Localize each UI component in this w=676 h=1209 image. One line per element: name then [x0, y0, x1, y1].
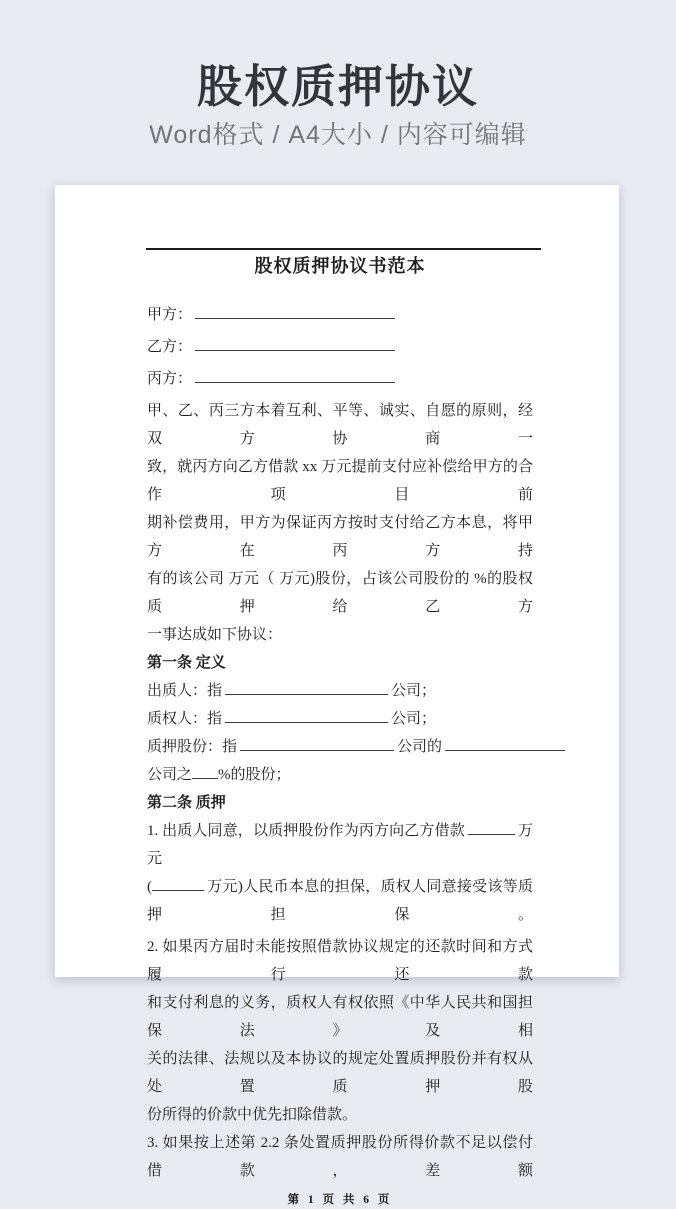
clause-2 [147, 933, 533, 1129]
blank-underline [195, 369, 395, 383]
clause-1-line-1 [147, 817, 533, 873]
definition-text: %的股份； [218, 767, 291, 783]
party-line-bing [147, 365, 533, 393]
section-1-heading: 第一条 定义 [147, 655, 226, 671]
intro-line: 有的该公司 万元（ 万元)股份，占该公司股份的 %的股权质押给乙方 [147, 571, 533, 615]
clause-text: 万元 [147, 823, 533, 867]
definition-pledgor [147, 677, 533, 705]
blank-underline [192, 765, 218, 779]
blank-underline [445, 737, 565, 751]
blank-underline [225, 709, 388, 723]
intro-line: 期补偿费用，甲方为保证丙方按时支付给乙方本息，将甲方在丙方持 [147, 515, 533, 559]
party-label: 乙方： [147, 339, 193, 355]
clause-2-line: 份所得的价款中优先扣除借款。 [147, 1107, 358, 1123]
document-title: 股权质押协议书范本 [254, 256, 426, 276]
page-title: 股权质押协议 [196, 61, 479, 112]
page-subtitle: Word格式 / A4大小 / 内容可编辑 [149, 121, 527, 149]
preview-header [0, 0, 676, 149]
intro-line: 甲、乙、丙三方本着互利、平等、诚实、自愿的原则，经双方协商一 [147, 403, 533, 447]
document-page [55, 185, 619, 1206]
clause-1 [147, 817, 533, 929]
definition-text: 公司； [391, 711, 437, 727]
definition-text: 出质人：指 [147, 683, 223, 699]
blank-underline [468, 821, 515, 835]
clause-text: 万元)人民币本息的担保，质权人同意接受该等质押担保。 [147, 879, 533, 923]
blank-underline [225, 681, 388, 695]
clause-2-line: 2. 如果丙方届时未能按照借款协议规定的还款时间和方式履行还款 [147, 939, 533, 983]
blank-underline [195, 305, 395, 319]
party-label: 丙方： [147, 371, 193, 387]
definition-shares-percent [147, 761, 533, 789]
party-line-jia [147, 301, 533, 329]
definition-text: 质权人：指 [147, 711, 223, 727]
top-rule [146, 248, 541, 250]
blank-underline [240, 737, 394, 751]
party-block [147, 301, 533, 393]
blank-underline [152, 877, 204, 891]
definition-text: 公司； [391, 683, 437, 699]
clause-1-line-2 [147, 873, 533, 929]
intro-line: 一事达成如下协议： [147, 627, 283, 643]
definition-pledgee [147, 705, 533, 733]
document-body [147, 241, 533, 1209]
definition-text: 公司之 [147, 767, 193, 783]
section-2-heading: 第二条 质押 [147, 795, 226, 811]
intro-line: 致，就丙方向乙方借款 xx 万元提前支付应补偿给甲方的合作项目前 [147, 459, 533, 503]
intro-paragraph [147, 397, 533, 649]
clause-text: ( [147, 879, 152, 895]
blank-underline [195, 337, 395, 351]
clause-2-line: 关的法律、法规以及本协议的规定处置质押股份并有权从处置质押股 [147, 1051, 533, 1095]
page-number-footer: 第 1 页 共 6 页 [287, 1194, 393, 1206]
definition-text: 公司的 [397, 739, 443, 755]
clause-text: 1. 出质人同意，以质押股份作为丙方向乙方借款 [147, 823, 465, 839]
clause-3-line: 3. 如果按上述第 2.2 条处置质押股份所得价款不足以偿付借款，差额 [147, 1135, 533, 1179]
definition-shares [147, 733, 533, 761]
party-label: 甲方： [147, 307, 193, 323]
party-line-yi [147, 333, 533, 361]
definition-text: 质押股份：指 [147, 739, 238, 755]
clause-2-line: 和支付利息的义务，质权人有权依照《中华人民共和国担保法》及相 [147, 995, 533, 1039]
definitions-block [147, 677, 533, 789]
